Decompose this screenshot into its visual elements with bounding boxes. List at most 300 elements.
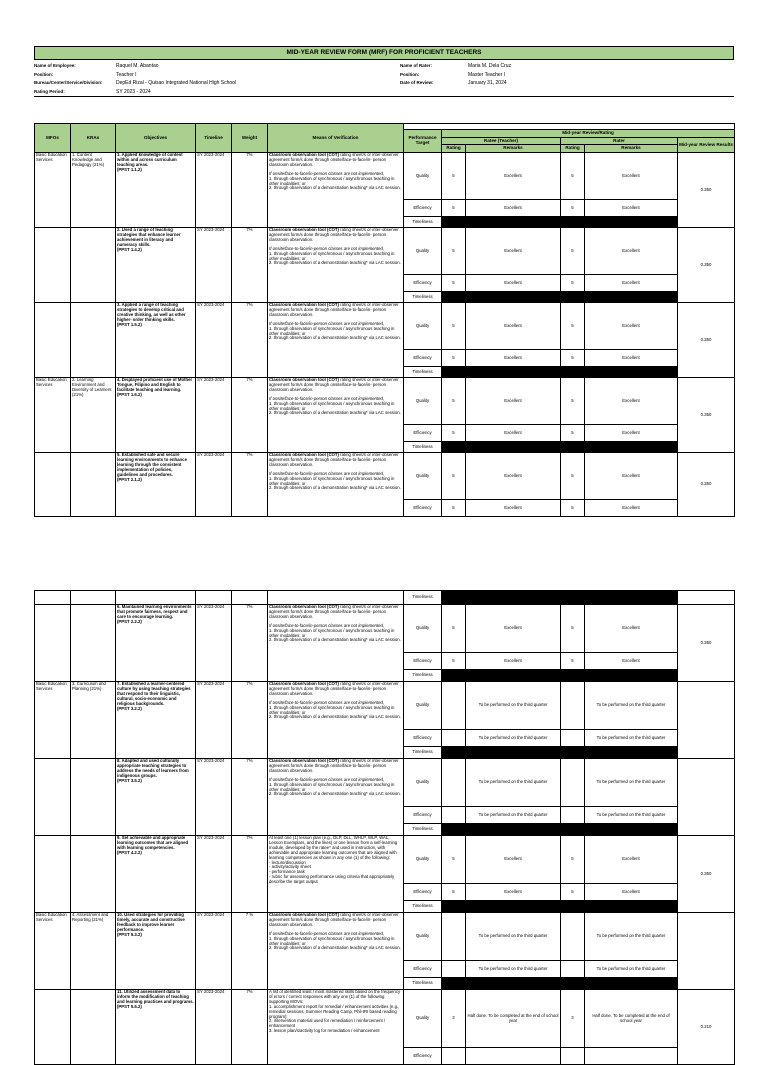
efficiency-rater-rating — [561, 730, 585, 747]
continued-cell — [268, 591, 404, 605]
mov-assess-item: 2. intervention material used for remediation / reinforcement / enhancement — [269, 1018, 386, 1029]
mov-cot-rest: rating sheet/s or inter-observer agreement form/s done through onsite/face-to-face/in- person classroom observation. — [269, 452, 399, 467]
quality-rater-rating: 5 — [561, 228, 585, 275]
efficiency-rating: 5 — [442, 275, 466, 292]
result-cell: 0.350 — [678, 378, 735, 453]
timeline-cell: SY 2023-2024 — [196, 303, 232, 378]
objective-text: 7. Established a learner-centered culture by using teaching strategies that respond to their linguistic, cultural, socio-economic and religious backgrounds. — [117, 681, 191, 706]
employee-name: Raquel M. Abantao — [116, 63, 159, 69]
quality-remarks: To be performed on the third quarter — [466, 682, 561, 730]
quality-label: Quality — [404, 990, 442, 1048]
quality-remarks: Excellent — [466, 605, 561, 653]
timeliness-blackout — [442, 292, 678, 303]
objective-text: 1. Applied knowledge of content within and across curriculum teaching areas. — [117, 152, 183, 167]
weight-cell: 7% — [232, 378, 268, 453]
objective-text: 5. Established safe and secure learning environments to enhance learning through the consistent implementation of policies, guidelines and procedures. — [117, 452, 187, 477]
header-mfos: MFOs — [35, 124, 71, 153]
quality-rating: 5 — [442, 153, 466, 200]
continued-cell — [35, 591, 71, 605]
timeliness-label: Timeliness — [404, 367, 442, 378]
ppst-code: (PPST 1.6.2) — [117, 391, 142, 397]
result-cell — [678, 759, 735, 836]
timeliness-blackout — [442, 591, 678, 605]
position-label: Position: — [34, 71, 54, 77]
kra-cell: 1. Content Knowledge and Pedagogy (21%) — [71, 153, 116, 228]
objective-cell — [116, 605, 196, 682]
mfo-cell: Basic Education Services — [35, 682, 71, 759]
quality-remarks: Excellent — [466, 303, 561, 350]
quality-label: Quality — [404, 759, 442, 807]
timeline-cell: SY 2023-2024 — [196, 453, 232, 517]
weight-cell: 7% — [232, 453, 268, 517]
timeline-cell: SY 2023-2024 — [196, 682, 232, 759]
mfo-cell — [35, 453, 71, 517]
quality-label: Quality — [404, 378, 442, 425]
mov-cot-bold: Classroom observation tool (COT) — [269, 377, 339, 382]
objective-cell — [116, 682, 196, 759]
efficiency-rating — [442, 1048, 466, 1065]
quality-label: Quality — [404, 453, 442, 500]
table-row — [35, 303, 735, 350]
quality-rating: 5 — [442, 605, 466, 653]
objective-cell — [116, 990, 196, 1065]
quality-label: Quality — [404, 836, 442, 884]
ppst-code: (PPST 5.5.2) — [117, 1003, 142, 1009]
quality-label: Quality — [404, 303, 442, 350]
header-kras: KRAs — [71, 124, 116, 153]
result-cell: 0.350 — [678, 153, 735, 228]
objective-cell — [116, 453, 196, 517]
mfo-cell: Basic Education Services — [35, 153, 71, 228]
weight-cell: 7% — [232, 605, 268, 682]
quality-rating — [442, 913, 466, 961]
efficiency-remarks: Excellent — [466, 200, 561, 217]
mov-if-line: If onsite/face-to-face/in-person classes are not implemented, — [269, 245, 385, 251]
mov-assess-item: 1. accomplishment report for remedial / enhancement activities (e.g., remedial sessions, Summer Reading Camp, Phil-IRI based reading program); — [269, 1003, 400, 1019]
quality-remarks: To be performed on the third quarter — [466, 913, 561, 961]
efficiency-rater-remarks: Excellent — [585, 653, 678, 670]
header-mov: Means of Verification — [268, 124, 404, 153]
form-page-2 — [34, 590, 734, 1065]
weight-cell: 7% — [232, 990, 268, 1065]
timeliness-label: Timeliness — [404, 292, 442, 303]
efficiency-rater-remarks — [585, 1048, 678, 1065]
efficiency-label: Efficiency — [404, 807, 442, 824]
quality-rater-rating: 5 — [561, 378, 585, 425]
mov-cell — [268, 153, 404, 228]
quality-remarks: Excellent — [466, 228, 561, 275]
efficiency-rater-rating: 5 — [561, 500, 585, 517]
quality-rater-remarks: Excellent — [585, 605, 678, 653]
timeliness-blackout — [442, 747, 678, 759]
mov-option-2: 2. through observation of a demonstration teaching* via LAC session. — [269, 260, 401, 266]
mfo-cell — [35, 303, 71, 378]
timeline-cell: SY 2023-2024 — [196, 605, 232, 682]
header-results: Mid-year Review Results — [678, 138, 735, 153]
kra-cell — [71, 303, 116, 378]
efficiency-rater-remarks: To be performed on the third quarter — [585, 961, 678, 978]
header-review: Mid-year Review/Rating — [442, 130, 735, 138]
efficiency-remarks: Excellent — [466, 500, 561, 517]
mov-cell — [268, 228, 404, 303]
mov-cot-rest: rating sheet/s or inter-observer agreement form/s done through onsite/face-to-face/in- person classroom observation. — [269, 604, 399, 619]
timeliness-label: Timeliness — [404, 824, 442, 836]
review-table-continued — [34, 590, 735, 1065]
quality-rating — [442, 682, 466, 730]
kra-cell — [71, 453, 116, 517]
efficiency-rater-rating: 5 — [561, 350, 585, 367]
mfo-cell — [35, 990, 71, 1065]
mov-if-line: If onsite/face-to-face/in-person classes are not implemented, — [269, 395, 385, 401]
ppst-code: (PPST 2.1.2) — [117, 476, 142, 482]
mov-option-2: 2. through observation of a demonstration teaching* via LAC session. — [269, 791, 401, 797]
mov-cot-bold: Classroom observation tool (COT) — [269, 912, 339, 917]
mfo-cell: Basic Education Services — [35, 378, 71, 453]
mov-cot-rest: rating sheet/s or inter-observer agreement form/s done through onsite/face-to-face/in- person classroom observation. — [269, 758, 399, 773]
quality-remarks: Excellent — [466, 378, 561, 425]
objective-text: 11. Utilized assessment data to inform the modification of teaching and learning practices and programs. — [117, 989, 194, 1004]
header-rating: Rating — [442, 145, 466, 153]
mfo-cell: Basic Education Services — [35, 913, 71, 990]
header-target: Performance Target — [404, 130, 442, 153]
timeliness-label: Timeliness — [404, 442, 442, 453]
efficiency-rating — [442, 730, 466, 747]
kra-cell: 2. Learning Environment and Diversity of Learners (21%) — [71, 378, 116, 453]
period-label: Rating Period: — [34, 88, 65, 94]
timeliness-label: Timeliness — [404, 591, 442, 605]
objective-text: 3. Applied a range of teaching strategies to develop critical and creative thinking, as well as other higher- order thinking skills. — [117, 302, 186, 322]
quality-rating: 5 — [442, 836, 466, 884]
timeliness-label: Timeliness — [404, 670, 442, 682]
mfo-cell — [35, 228, 71, 303]
quality-rater-rating — [561, 759, 585, 807]
weight-cell: 7% — [232, 228, 268, 303]
table-row — [35, 591, 735, 605]
efficiency-label: Efficiency — [404, 730, 442, 747]
rating-period: SY 2023 - 2024 — [116, 88, 151, 95]
result-cell — [678, 913, 735, 990]
mov-cot-rest: rating sheet/s or inter-observer agreement form/s done through onsite/face-to-face/in- person classroom observation. — [269, 302, 399, 317]
mov-option-1: 1. through observation of synchronous / asynchronous teaching in other modalities; or — [269, 325, 395, 336]
objective-cell — [116, 913, 196, 990]
ppst-code: (PPST 1.5.2) — [117, 321, 142, 327]
timeliness-blackout — [442, 901, 678, 913]
form-page-1 — [34, 46, 734, 517]
mov-cell — [268, 453, 404, 517]
ppst-code: (PPST 3.2.2) — [117, 705, 142, 711]
ppst-code: (PPST 5.3.2) — [117, 931, 142, 937]
employee-position: Teacher I — [116, 71, 137, 78]
timeline-cell: SY 2023-2024 — [196, 378, 232, 453]
efficiency-rating: 5 — [442, 350, 466, 367]
employee-info — [34, 60, 734, 97]
mov-option-2: 2. through observation of a demonstration teaching* via LAC session. — [269, 185, 401, 191]
mov-cot-rest: rating sheet/s or inter-observer agreement form/s done through onsite/face-to-face/in- person classroom observation. — [269, 681, 399, 696]
quality-rater-remarks: To be performed on the third quarter — [585, 913, 678, 961]
mov-cot-rest: rating sheet/s or inter-observer agreement form/s done through onsite/face-to-face/in- person classroom observation. — [269, 152, 399, 167]
employee-label: Name of Employee: — [34, 63, 76, 68]
timeliness-blackout — [442, 824, 678, 836]
timeliness-blackout — [442, 442, 678, 453]
quality-rating: 5 — [442, 378, 466, 425]
header-rater-rating: Rating — [561, 145, 585, 153]
mov-option-2: 2. through observation of a demonstration teaching* via LAC session. — [269, 945, 401, 951]
efficiency-rating: 5 — [442, 500, 466, 517]
quality-remarks: Excellent — [466, 153, 561, 200]
timeline-cell: SY 2023-2024 — [196, 836, 232, 913]
mov-option-2: 2. through observation of a demonstration teaching* via LAC session. — [269, 410, 401, 416]
efficiency-label: Efficiency — [404, 200, 442, 217]
efficiency-rating: 5 — [442, 200, 466, 217]
mov-option-1: 1. through observation of synchronous / asynchronous teaching in other modalities; or — [269, 250, 395, 261]
table-row — [35, 378, 735, 425]
header-weight: Weight — [232, 124, 268, 153]
mov-cot-rest: rating sheet/s or inter-observer agreement form/s done through onsite/face-to-face/in- person classroom observation. — [269, 912, 399, 927]
efficiency-remarks: Excellent — [466, 884, 561, 901]
quality-rating: 5 — [442, 453, 466, 500]
rater-label: Name of Rater: — [400, 63, 433, 68]
kra-cell — [71, 836, 116, 913]
efficiency-rating: 5 — [442, 884, 466, 901]
table-row — [35, 153, 735, 200]
mov-option-1: 1. through observation of synchronous / asynchronous teaching in other modalities; or — [269, 400, 395, 411]
mov-cot-bold: Classroom observation tool (COT) — [269, 227, 339, 232]
quality-remarks: To be performed on the third quarter — [466, 759, 561, 807]
efficiency-rater-rating — [561, 807, 585, 824]
mov-if-line: If onsite/face-to-face/in-person classes are not implemented, — [269, 622, 385, 628]
efficiency-rater-rating — [561, 961, 585, 978]
mov-cot-bold: Classroom observation tool (COT) — [269, 758, 339, 763]
efficiency-rater-rating: 5 — [561, 275, 585, 292]
efficiency-label: Efficiency — [404, 653, 442, 670]
quality-rater-rating: 5 — [561, 605, 585, 653]
table-row — [35, 682, 735, 730]
timeliness-blackout — [442, 367, 678, 378]
quality-remarks: Excellent — [466, 836, 561, 884]
objective-text: 4. Displayed proficient use of Mother Tongue, Filipino and English to facilitate teaching and learning. — [117, 377, 193, 392]
efficiency-rater-remarks: Excellent — [585, 200, 678, 217]
quality-rater-remarks: Excellent — [585, 303, 678, 350]
ppst-code: (PPST 3.5.2) — [117, 777, 142, 783]
efficiency-rating: 5 — [442, 425, 466, 442]
quality-rater-rating — [561, 913, 585, 961]
rater-name: Maria M. Dela Cruz — [468, 63, 512, 69]
quality-label: Quality — [404, 228, 442, 275]
mov-option-1: 1. through observation of synchronous / asynchronous teaching in other modalities; or — [269, 935, 395, 946]
efficiency-label: Efficiency — [404, 500, 442, 517]
continued-cell — [116, 591, 196, 605]
quality-rater-remarks: To be performed on the third quarter — [585, 759, 678, 807]
quality-rater-rating: 5 — [561, 453, 585, 500]
kra-cell — [71, 605, 116, 682]
mov-cot-rest: rating sheet/s or inter-observer agreement form/s done through onsite/face-to-face/in- person classroom observation. — [269, 377, 399, 392]
result-cell: 0.350 — [678, 605, 735, 682]
table-row — [35, 836, 735, 884]
efficiency-remarks: Excellent — [466, 425, 561, 442]
kra-cell — [71, 228, 116, 303]
efficiency-rating: 5 — [442, 653, 466, 670]
quality-rater-remarks: Excellent — [585, 153, 678, 200]
mov-lesson-main: At least one (1) lesson plan (e.g., DLP, DLL, WHLP, WLP, WAL, Lesson Exemplars, and the likes) or one lesson from a self-learning module, developed by the ratee* and used in instruction, with achievable and appropriate learning outcomes that are aligned with learning competencies as shown in any one (1) of the following: — [269, 835, 398, 860]
mov-option-2: 2. through observation of a demonstration teaching* via LAC session. — [269, 714, 401, 720]
mov-cot-bold: Classroom observation tool (COT) — [269, 604, 339, 609]
efficiency-rater-remarks: To be performed on the third quarter — [585, 807, 678, 824]
quality-rater-remarks: Half done. To be completed at the end of school year — [585, 990, 678, 1048]
quality-rating: 3 — [442, 990, 466, 1048]
quality-rater-rating: 5 — [561, 153, 585, 200]
mov-cell — [268, 303, 404, 378]
kra-cell: 3. Curriculum and Planning (21%) — [71, 682, 116, 759]
mov-if-line: If onsite/face-to-face/in-person classes are not implemented, — [269, 930, 385, 936]
quality-rater-rating — [561, 682, 585, 730]
mov-if-line: If onsite/face-to-face/in-person classes are not implemented, — [269, 320, 385, 326]
timeliness-blackout — [442, 217, 678, 228]
date-label: Date of Review: — [400, 80, 434, 86]
quality-rating: 5 — [442, 303, 466, 350]
mov-option-2: 2. through observation of a demonstration teaching* via LAC session. — [269, 485, 401, 491]
continued-cell — [196, 591, 232, 605]
mov-if-line: If onsite/face-to-face/in-person classes are not implemented, — [269, 470, 385, 476]
quality-rating — [442, 759, 466, 807]
efficiency-rater-rating: 5 — [561, 884, 585, 901]
quality-rater-remarks: To be performed on the third quarter — [585, 682, 678, 730]
efficiency-rater-remarks: Excellent — [585, 425, 678, 442]
header-rater: Rater — [561, 138, 678, 145]
timeliness-blackout — [442, 670, 678, 682]
quality-rater-remarks: Excellent — [585, 228, 678, 275]
efficiency-rating — [442, 961, 466, 978]
efficiency-rater-rating: 5 — [561, 653, 585, 670]
result-cell — [678, 682, 735, 759]
objective-cell — [116, 759, 196, 836]
timeline-cell: SY 2023-2024 — [196, 153, 232, 228]
result-cell: 0.350 — [678, 303, 735, 378]
efficiency-label: Efficiency — [404, 1048, 442, 1065]
mov-cell — [268, 605, 404, 682]
efficiency-label: Efficiency — [404, 961, 442, 978]
mfo-cell — [35, 605, 71, 682]
timeline-cell: SY 2023-2024 — [196, 913, 232, 990]
header-remarks: Remarks — [466, 145, 561, 153]
timeline-cell: SY 2023-2024 — [196, 759, 232, 836]
table-row — [35, 913, 735, 961]
mov-cot-bold: Classroom observation tool (COT) — [269, 681, 339, 686]
efficiency-label: Efficiency — [404, 425, 442, 442]
mov-option-1: 1. through observation of synchronous / asynchronous teaching in other modalities; or — [269, 475, 395, 486]
efficiency-rater-remarks: Excellent — [585, 350, 678, 367]
ppst-code: (PPST 4.2.2) — [117, 849, 142, 855]
quality-rater-rating: 3 — [561, 990, 585, 1048]
ppst-code: (PPST 1.4.2) — [117, 246, 142, 252]
mov-option-2: 2. through observation of a demonstration teaching* via LAC session. — [269, 335, 401, 341]
objective-cell — [116, 303, 196, 378]
quality-label: Quality — [404, 153, 442, 200]
timeliness-label: Timeliness — [404, 901, 442, 913]
mov-option-1: 1. through observation of synchronous / asynchronous teaching in other modalities; or — [269, 704, 395, 715]
efficiency-remarks: To be performed on the third quarter — [466, 807, 561, 824]
ppst-code: (PPST 1.1.2) — [117, 166, 142, 172]
mov-lesson-item: - performance task — [269, 869, 305, 875]
kra-cell — [71, 759, 116, 836]
table-row — [35, 759, 735, 807]
weight-cell: 7% — [232, 836, 268, 913]
quality-remarks: Excellent — [466, 453, 561, 500]
objective-text: 2. Used a range of teaching strategies that enhance learner achievement in literacy and numeracy skills. — [117, 227, 181, 247]
efficiency-rater-remarks: Excellent — [585, 500, 678, 517]
header-ratee: Ratee (Teacher) — [442, 138, 561, 145]
table-row — [35, 228, 735, 275]
quality-label: Quality — [404, 605, 442, 653]
timeline-cell: SY 2023-2024 — [196, 990, 232, 1065]
quality-rater-rating: 5 — [561, 303, 585, 350]
objective-cell — [116, 228, 196, 303]
weight-cell: 7% — [232, 153, 268, 228]
quality-label: Quality — [404, 682, 442, 730]
objective-text: 6. Maintained learning environments that promote fairness, respect and care to encourage learning. — [117, 604, 192, 619]
mov-option-1: 1. through observation of synchronous / asynchronous teaching in other modalities; or — [269, 175, 395, 186]
mov-cell — [268, 990, 404, 1065]
quality-rater-remarks: Excellent — [585, 453, 678, 500]
mov-lesson-item: - activity/activity sheet — [269, 864, 311, 870]
objective-cell — [116, 153, 196, 228]
result-cell: 0.350 — [678, 836, 735, 913]
mov-option-1: 1. through observation of synchronous / asynchronous teaching in other modalities; or — [269, 781, 395, 792]
quality-rater-remarks: Excellent — [585, 378, 678, 425]
mov-option-2: 2. through observation of a demonstration teaching* via LAC session. — [269, 637, 401, 643]
bureau-label: Bureau/Center/Service/Division: — [34, 80, 103, 86]
continued-cell — [71, 591, 116, 605]
result-cell: 0.210 — [678, 990, 735, 1065]
continued-cell — [678, 591, 735, 605]
timeliness-blackout — [442, 978, 678, 990]
mov-cot-bold: Classroom observation tool (COT) — [269, 452, 339, 457]
mov-cell — [268, 836, 404, 913]
efficiency-rater-remarks: To be performed on the third quarter — [585, 730, 678, 747]
review-table — [34, 123, 735, 517]
timeliness-label: Timeliness — [404, 217, 442, 228]
mov-cell — [268, 682, 404, 759]
timeline-cell: SY 2023-2024 — [196, 228, 232, 303]
result-cell: 0.350 — [678, 228, 735, 303]
efficiency-rater-rating: 5 — [561, 200, 585, 217]
weight-cell: 7% — [232, 682, 268, 759]
efficiency-label: Efficiency — [404, 275, 442, 292]
objective-text: 8. Adapted and used culturally appropriate teaching strategies to address the needs of learners from indigenous groups. — [117, 758, 189, 778]
efficiency-remarks — [466, 1048, 561, 1065]
result-cell: 0.350 — [678, 453, 735, 517]
mov-if-line: If onsite/face-to-face/in-person classes are not implemented, — [269, 170, 385, 176]
mov-if-line: If onsite/face-to-face/in-person classes are not implemented, — [269, 776, 385, 782]
efficiency-rater-remarks: Excellent — [585, 884, 678, 901]
form-title: MID-YEAR REVIEW FORM (MRF) FOR PROFICIENT TEACHERS — [34, 46, 734, 60]
efficiency-label: Efficiency — [404, 884, 442, 901]
rater-position-label: Position: — [400, 71, 420, 77]
efficiency-remarks: To be performed on the third quarter — [466, 961, 561, 978]
mov-cell — [268, 378, 404, 453]
quality-rater-remarks: Excellent — [585, 836, 678, 884]
objective-cell — [116, 836, 196, 913]
rater-position: Master Teacher I — [468, 71, 506, 78]
objective-text: 9. Set achievable and appropriate learning outcomes that are aligned with learning competencies. — [117, 835, 189, 850]
weight-cell: 7% — [232, 759, 268, 836]
weight-cell: 7% — [232, 303, 268, 378]
mov-cot-rest: rating sheet/s or inter-observer agreement form/s done through onsite/face-to-face/in- person classroom observation. — [269, 227, 399, 242]
weight-cell: 7 % — [232, 913, 268, 990]
efficiency-remarks: To be performed on the third quarter — [466, 730, 561, 747]
efficiency-remarks: Excellent — [466, 653, 561, 670]
efficiency-remarks: Excellent — [466, 350, 561, 367]
mov-lesson-item: - rubric for assessing performance using criteria that appropriately describe the target output — [269, 874, 395, 885]
